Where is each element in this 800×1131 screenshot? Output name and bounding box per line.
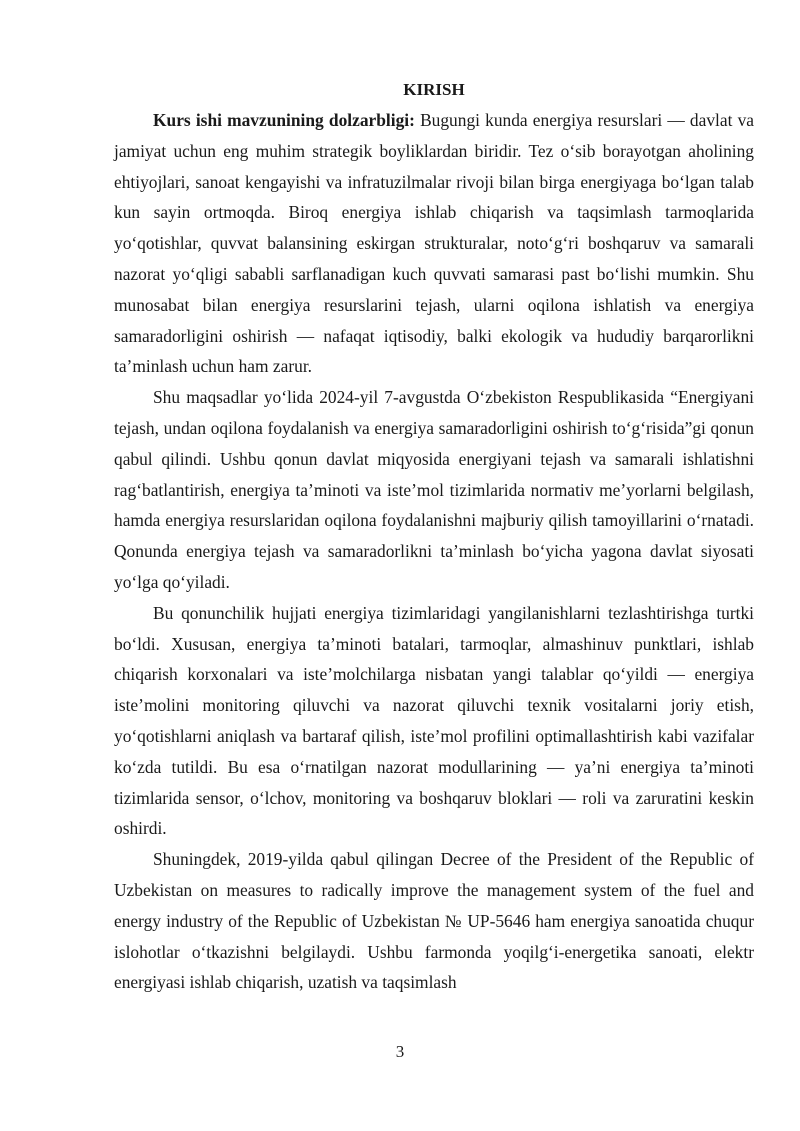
section-title: KIRISH — [403, 80, 465, 99]
paragraph-decree: Shuningdek, 2019-yilda qabul qilingan Decree of the President of the Republic of Uzbekistan on measures to radically improve the management system of the fuel and energy industry of the Republic of Uzbekistan № UP-5646 ham energiya sanoatida chuqur islohotlar o‘tkazishni belgilaydi. Ushbu farmonda yoqilg‘i-energetika sanoati, elektr energiyasi ishlab chiqarish, uzatish va taqsimlash — [114, 849, 754, 993]
paragraph-relevance — [114, 105, 754, 382]
paragraph-lead: Kurs ishi mavzunining dolzarbligi: — [153, 110, 415, 130]
paragraph-law: Shu maqsadlar yo‘lida 2024-yil 7-avgustda O‘zbekiston Respublikasida “Energiyani tejash, undan oqilona foydalanish va energiya samaradorligini oshirish to‘g‘risida”gi qonun qabul qilindi. Ushbu qonun davlat miqyosida energiyani tejash va samarali ishlatishni rag‘batlantirish, energiya ta’minoti va iste’mol tizimlarida normativ me’yorlarni belgilash, hamda energiya resurslaridan oqilona foydalanishni majburiy qilish tamoyillarini o‘rnatadi. Qonunda energiya tejash va samaradorlikni ta’minlash bo‘yicha yagona davlat siyosati yo‘lga qo‘yiladi. — [114, 387, 754, 592]
paragraph-impact: Bu qonunchilik hujjati energiya tizimlaridagi yangilanishlarni tezlashtirishga turtki bo‘ldi. Xususan, energiya ta’minoti batalari, tarmoqlar, almashinuv punktlari, ishlab chiqarish korxonalari va iste’molchilarga nisbatan yangi talablar qo‘yildi — energiya iste’molini monitoring qiluvchi va nazorat qiluvchi texnik vositalarni joriy etish, yo‘qotishlarni aniqlash va bartaraf qilish, iste’mol profilini optimallashtirish kabi vazifalar ko‘zda tutildi. Bu esa o‘rnatilgan nazorat modullarining — ya’ni energiya ta’minoti tizimlarida sensor, o‘lchov, monitoring va boshqaruv bloklari — roli va zaruratini keskin oshirdi. — [114, 602, 754, 839]
page-number: 3 — [395, 1042, 405, 1061]
paragraph-text: Bugungi kunda energiya resurslari — davlat va jamiyat uchun eng muhim strategik boyliklardan biridir. Tez o‘sib borayotgan aholining ehtiyojlari, sanoat kengayishi va infratuzilmalar rivoji bilan birga energiyaga bo‘lgan talab kun sayin ortmoqda. Biroq energiya ishlab chiqarish va taqsimlash tarmoqlarida yo‘qotishlar, quvvat balansining eskirgan strukturalar, noto‘g‘ri boshqaruv va samarali nazorat yo‘qligi sababli sarflanadigan kuch quvvati samarasi past bo‘lishi mumkin. Shu munosabat bilan energiya resurslarini tejash, ularni oqilona ishlatish va energiya samaradorligini oshirish — nafaqat iqtisodiy, balki ekologik va hududiy barqarorlikni ta’minlash uchun ham zarur. — [114, 110, 754, 377]
document-body — [114, 75, 754, 998]
